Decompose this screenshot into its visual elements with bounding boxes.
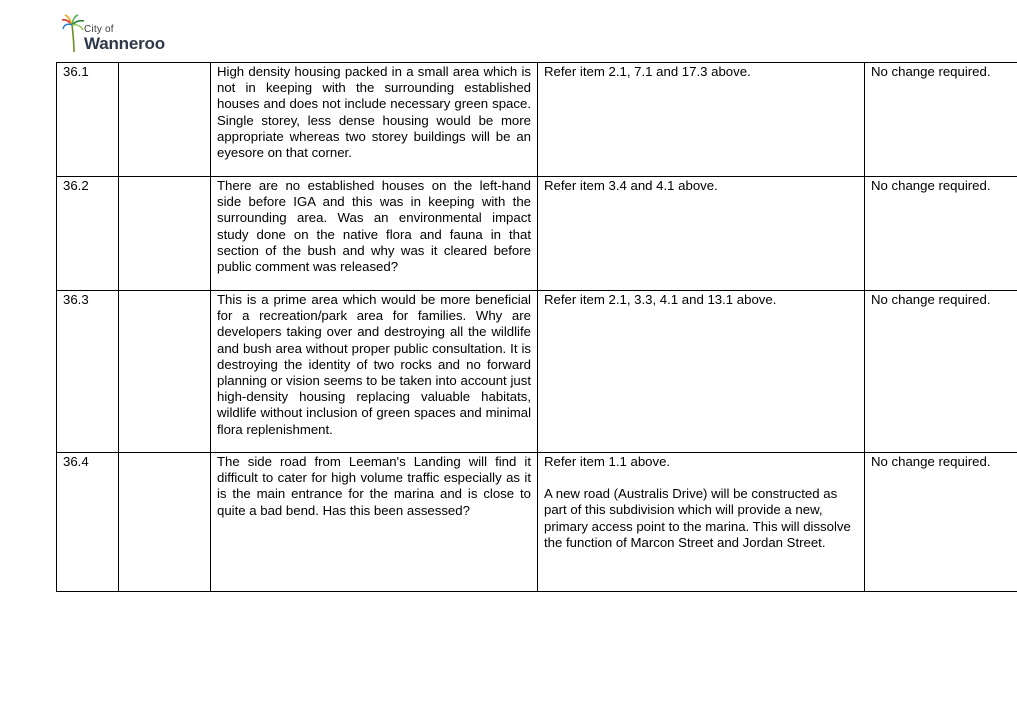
item-number: 36.4	[57, 453, 119, 592]
table-row	[57, 453, 1017, 592]
submission-text: This is a prime area which would be more beneficial for a recreation/park area for families. Why are developers taking over and destroying all the wildlife and bush area without proper public consultation. It is destroying the identity of two rocks and no forward planning or vision seems to be taken into account just high-density housing replacing valuable habitats, wildlife without inclusion of green spaces and minimal flora replenishment.	[211, 291, 538, 453]
blank-cell	[119, 453, 211, 592]
response-text: Refer item 3.4 and 4.1 above.	[544, 178, 718, 193]
recommendation-text: No change required.	[865, 291, 1017, 453]
recommendation-text: No change required.	[865, 177, 1017, 291]
palm-leaf-icon	[62, 14, 86, 54]
recommendation-text: No change required.	[865, 453, 1017, 592]
blank-cell	[119, 177, 211, 291]
logo-small-text: City of	[84, 24, 114, 35]
submission-text: There are no established houses on the left-hand side before IGA and this was in keeping with the surrounding area. Was an environmental impact study done on the native flora and fauna in that section of the bush and why was it cleared before public comment was released?	[211, 177, 538, 291]
response-text: Refer item 2.1, 7.1 and 17.3 above.	[544, 64, 751, 79]
blank-cell	[119, 291, 211, 453]
response-cell	[538, 453, 865, 592]
item-number: 36.2	[57, 177, 119, 291]
table-row	[57, 63, 1017, 177]
item-number: 36.3	[57, 291, 119, 453]
response-text: Refer item 2.1, 3.3, 4.1 and 13.1 above.	[544, 292, 777, 307]
logo-name-text: Wanneroo	[84, 34, 165, 53]
response-cell	[538, 177, 865, 291]
submission-text: High density housing packed in a small area which is not in keeping with the surrounding established houses and does not include necessary green space. Single storey, less dense housing would be more appropriate whereas two storey buildings will be an eyesore on that corner.	[211, 63, 538, 177]
recommendation-text: No change required.	[865, 63, 1017, 177]
item-number: 36.1	[57, 63, 119, 177]
table-row	[57, 291, 1017, 453]
response-text: Refer item 1.1 above.	[544, 454, 671, 469]
city-logo	[62, 14, 172, 56]
table-row	[57, 177, 1017, 291]
blank-cell	[119, 63, 211, 177]
response-text: A new road (Australis Drive) will be constructed as part of this subdivision which will provide a new, primary access point to the marina. This will dissolve the function of Marcon Street and Jordan Street.	[544, 486, 851, 550]
submission-text: The side road from Leeman's Landing will find it difficult to cater for high volume traffic especially as it is the main entrance for the marina and is close to quite a bad bend. Has this been assessed?	[211, 453, 538, 592]
response-cell	[538, 291, 865, 453]
submissions-table	[56, 62, 1017, 592]
response-cell	[538, 63, 865, 177]
